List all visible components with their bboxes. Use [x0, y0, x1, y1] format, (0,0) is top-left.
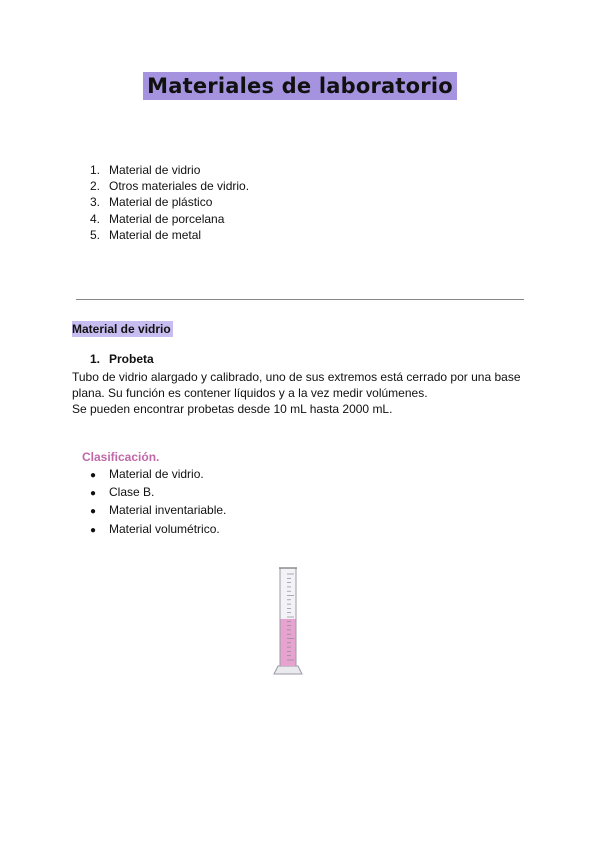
toc-number: 4. [90, 211, 101, 226]
toc-item [90, 162, 249, 178]
description-line: plana. Su función es contener líquidos y a la vez medir volúmenes. [72, 386, 428, 401]
list-item [90, 484, 226, 502]
graduated-cylinder-icon [270, 566, 306, 676]
list-item [90, 466, 226, 484]
list-item-label: Clase B. [109, 485, 155, 500]
toc-label: Otros materiales de vidrio. [109, 179, 250, 194]
toc-label: Material de plástico [109, 195, 213, 210]
horizontal-divider [76, 299, 524, 300]
table-of-contents [90, 162, 249, 243]
toc-item [90, 194, 249, 210]
toc-item [90, 211, 249, 227]
classification-heading: Clasificación. [82, 450, 160, 464]
toc-label: Material de porcelana [109, 211, 225, 226]
description-line: Se pueden encontrar probetas desde 10 mL hasta 2000 mL. [72, 402, 393, 417]
title-container [0, 72, 600, 100]
bullet-icon: ● [90, 470, 97, 481]
toc-item [90, 227, 249, 243]
toc-number: 3. [90, 195, 101, 210]
toc-number: 1. [90, 163, 101, 177]
bullet-icon: ● [90, 488, 97, 500]
bullet-icon: ● [90, 506, 97, 518]
list-item-label: Material de vidrio. [109, 467, 204, 481]
list-item [90, 521, 226, 539]
section-heading: Material de vidrio [72, 322, 171, 336]
toc-item [90, 178, 249, 194]
toc-number: 5. [90, 227, 101, 242]
description-line: Tubo de vidrio alargado y calibrado, uno de sus extremos está cerrado por una base [72, 370, 521, 384]
item-heading [90, 352, 154, 366]
item-description [72, 369, 532, 418]
item-number: 1. [90, 352, 101, 366]
toc-label: Material de vidrio [109, 163, 201, 177]
list-item [90, 502, 226, 520]
classification-list [90, 466, 226, 539]
list-item-label: Material volumétrico. [109, 521, 220, 536]
toc-number: 2. [90, 179, 101, 194]
toc-label: Material de metal [109, 227, 202, 242]
list-item-label: Material inventariable. [109, 503, 227, 518]
bullet-icon: ● [90, 524, 97, 536]
item-label: Probeta [109, 352, 154, 366]
page-title: Materiales de laboratorio [143, 72, 457, 100]
